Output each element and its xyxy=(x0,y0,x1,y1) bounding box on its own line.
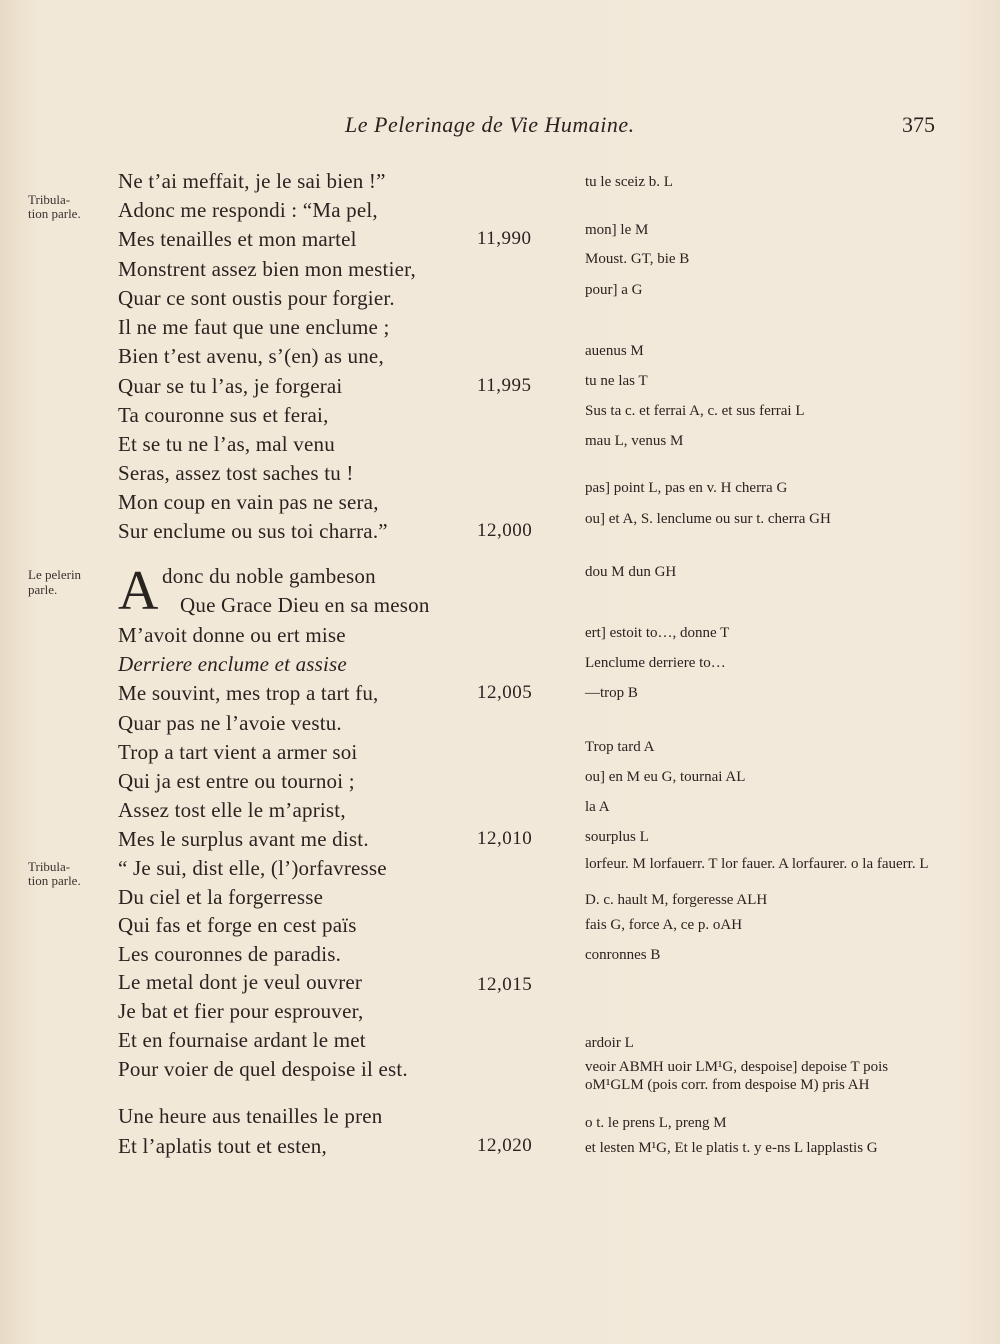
sidenote: Tribula- xyxy=(28,859,71,874)
apparatus-note: ou] en M eu G, tournai AL xyxy=(585,769,746,785)
verse-line: Pour voier de quel despoise il est. xyxy=(118,1057,408,1081)
apparatus-note: ardoir L xyxy=(585,1035,634,1051)
sidenote: parle. xyxy=(28,582,58,597)
verse-line: Les couronnes de paradis. xyxy=(118,942,342,966)
verse-line: Le metal dont je veul ouvrer xyxy=(118,970,363,994)
verse-line: Et se tu ne l’as, mal venu xyxy=(118,432,335,456)
sidenote: tion parle. xyxy=(28,873,81,888)
verse-line: Qui fas et forge en cest païs xyxy=(118,913,357,937)
line-number: 12,020 xyxy=(477,1135,533,1156)
apparatus-note: ou] et A, S. lenclume ou sur t. cherra GH xyxy=(585,511,831,527)
line-number: 11,990 xyxy=(477,228,532,249)
apparatus-note: fais G, force A, ce p. oAH xyxy=(585,917,743,933)
verse-line: Derriere enclume et assise xyxy=(118,652,347,676)
verse-line: Du ciel et la forgerresse xyxy=(118,885,324,909)
verse-line: Mes tenailles et mon martel xyxy=(118,227,357,251)
sidenote: Le pelerin xyxy=(28,567,82,582)
verse-line: Et l’aplatis tout et esten, xyxy=(118,1134,327,1158)
line-number: 12,005 xyxy=(477,682,533,703)
verse-line: Seras, assez tost saches tu ! xyxy=(118,461,354,485)
verse-line: Monstrent assez bien mon mestier, xyxy=(118,257,416,281)
apparatus-note: lorfeur. M lorfauerr. T lor fauer. A lorfaurer. o la fauerr. L xyxy=(585,856,929,872)
verse-line: donc du noble gambeson xyxy=(162,564,376,588)
running-title: Le Pelerinage de Vie Humaine. xyxy=(345,112,635,137)
verse-line: Bien t’est avenu, s’(en) as une, xyxy=(118,344,384,368)
verse-line: Qui ja est entre ou tournoi ; xyxy=(118,769,355,793)
verse-line: Quar se tu l’as, je forgerai xyxy=(118,374,343,398)
apparatus-note: mon] le M xyxy=(585,222,649,238)
verse-line: Adonc me respondi : “Ma pel, xyxy=(118,198,378,222)
apparatus-note: auenus M xyxy=(585,343,644,359)
apparatus-note: ert] estoit to…, donne T xyxy=(585,625,730,641)
verse-line: Que Grace Dieu en sa meson xyxy=(180,593,430,617)
verse-line: Ta couronne sus et ferai, xyxy=(118,403,329,427)
verse-line: Sur enclume ou sus toi charra.” xyxy=(118,519,388,543)
page-number: 375 xyxy=(902,112,935,137)
line-number: 12,000 xyxy=(477,520,533,541)
sidenote: Tribula- xyxy=(28,192,71,207)
verse-line: Trop a tart vient a armer soi xyxy=(118,740,358,764)
sidenote: tion parle. xyxy=(28,206,81,221)
verse-line: Il ne me faut que une enclume ; xyxy=(118,315,390,339)
drop-cap: A xyxy=(118,560,159,622)
apparatus-note: la A xyxy=(585,799,610,815)
apparatus-note: Trop tard A xyxy=(585,739,655,755)
apparatus-note: Lenclume derriere to… xyxy=(585,655,726,671)
verse-line: Mon coup en vain pas ne sera, xyxy=(118,490,379,514)
verse-line: M’avoit donne ou ert mise xyxy=(118,623,346,647)
verse-line: Mes le surplus avant me dist. xyxy=(118,827,369,851)
verse-line: Quar ce sont oustis pour forgier. xyxy=(118,286,395,310)
line-number: 11,995 xyxy=(477,375,532,396)
line-number: 12,015 xyxy=(477,974,533,995)
apparatus-note: conronnes B xyxy=(585,947,661,963)
line-number: 12,010 xyxy=(477,828,533,849)
apparatus-note: dou M dun GH xyxy=(585,564,677,580)
apparatus-note: mau L, venus M xyxy=(585,433,684,449)
apparatus-note: veoir ABMH uoir LM¹G, despoise] depoise T pois oM¹GLM (pois corr. from despoise M) pris AH xyxy=(585,1059,889,1093)
apparatus-note: —trop B xyxy=(585,685,638,701)
apparatus-note: tu le sceiz b. L xyxy=(585,174,673,190)
apparatus-note: D. c. hault M, forgeresse ALH xyxy=(585,892,768,908)
verse-line: Ne t’ai meffait, je le sai bien !” xyxy=(118,169,386,193)
verse-line: Je bat et fier pour esprouver, xyxy=(118,999,364,1023)
apparatus-note: tu ne las T xyxy=(585,373,648,389)
verse-line: Une heure aus tenailles le pren xyxy=(118,1104,383,1128)
verse-line: Et en fournaise ardant le met xyxy=(118,1028,366,1052)
verse-line: Quar pas ne l’avoie vestu. xyxy=(118,711,342,735)
apparatus-note: pas] point L, pas en v. H cherra G xyxy=(585,480,788,496)
verse-line: “ Je sui, dist elle, (l’)orfavresse xyxy=(118,856,387,880)
verse-line: Me souvint, mes trop a tart fu, xyxy=(118,681,379,705)
verse-line: Assez tost elle le m’aprist, xyxy=(118,798,346,822)
apparatus-note: et lesten M¹G, Et le platis t. y e-ns L lapplastis G xyxy=(585,1140,878,1156)
apparatus-note: sourplus L xyxy=(585,829,649,845)
apparatus-note: o t. le prens L, preng M xyxy=(585,1115,727,1131)
apparatus-note: Moust. GT, bie B xyxy=(585,251,690,267)
apparatus-note: pour] a G xyxy=(585,282,643,298)
apparatus-note: Sus ta c. et ferrai A, c. et sus ferrai L xyxy=(585,403,805,419)
